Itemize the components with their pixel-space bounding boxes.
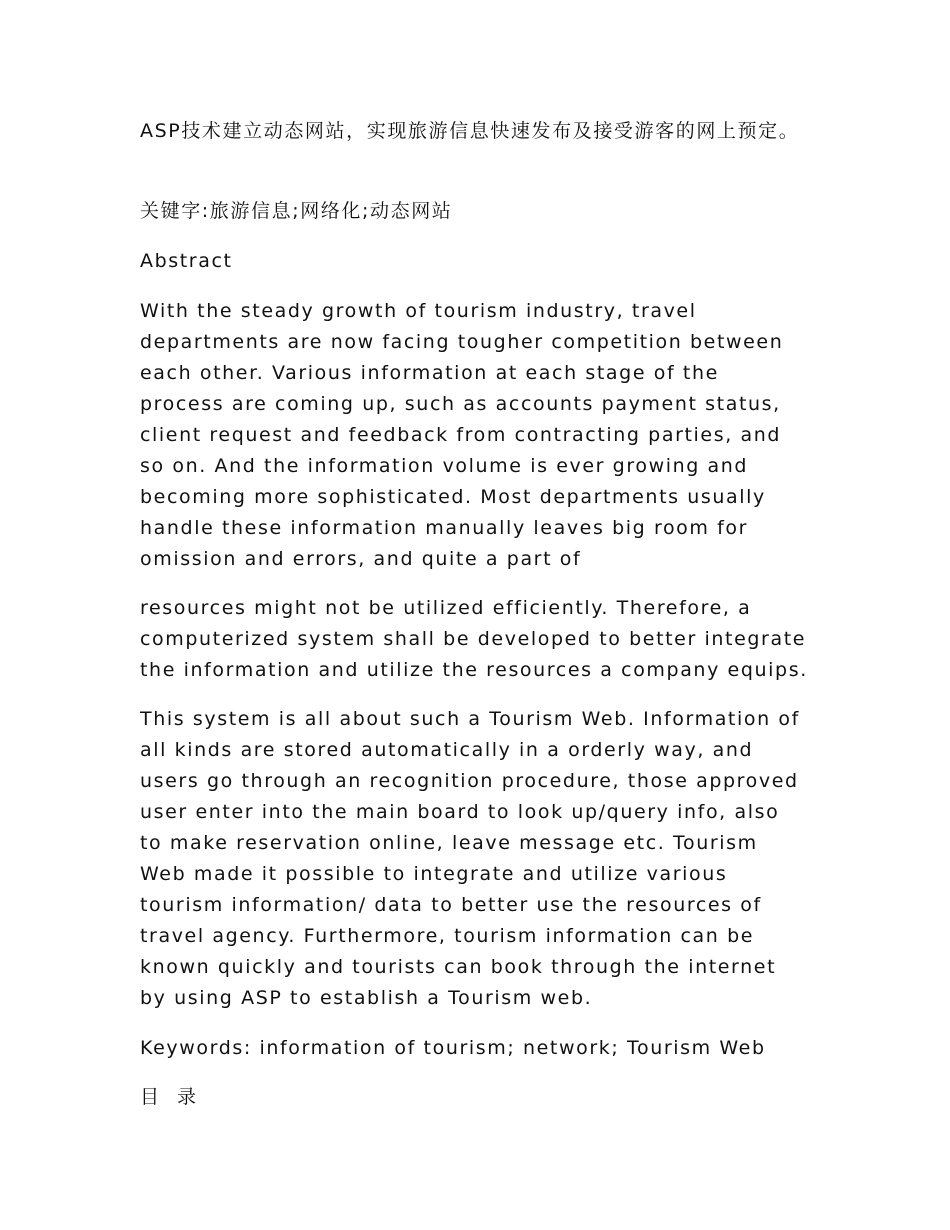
text-line: With the steady growth of tourism industry, travel	[140, 300, 697, 322]
text-line: becoming more sophisticated. Most departments usually	[140, 486, 766, 508]
text-line: computerized system shall be developed to better integrate	[140, 628, 807, 650]
keywords-english	[140, 1033, 830, 1064]
text-line: known quickly and tourists can book through the internet	[140, 956, 777, 978]
table-of-contents-heading	[140, 1082, 830, 1113]
text-line: by using ASP to establish a Tourism web.	[140, 987, 593, 1009]
abstract-paragraph	[140, 704, 830, 1014]
text-line: so on. And the information volume is ever growing and	[140, 455, 749, 477]
text-line: process are coming up, such as accounts payment status,	[140, 393, 781, 415]
abstract-heading	[140, 246, 830, 277]
text-line: handle these information manually leaves big room for	[140, 517, 749, 539]
text-line: client request and feedback from contracting parties, and	[140, 424, 782, 446]
text-line: ASP技术建立动态网站，实现旅游信息快速发布及接受游客的网上预定。	[140, 120, 800, 142]
text-line: This system is all about such a Tourism Web. Information of	[140, 708, 800, 730]
text-line: Web made it possible to integrate and utilize various	[140, 863, 728, 885]
text-line: Keywords: information of tourism; network; Tourism Web	[140, 1037, 766, 1059]
text-line: users go through an recognition procedure, those approved	[140, 770, 799, 792]
text-line: all kinds are stored automatically in a orderly way, and	[140, 739, 754, 761]
text-line: the information and utilize the resources a company equips.	[140, 659, 808, 681]
text-line: resources might not be utilized efficiently. Therefore, a	[140, 597, 752, 619]
heading-text: Abstract	[140, 250, 233, 272]
text-line: to make reservation online, leave message etc. Tourism	[140, 832, 758, 854]
text-line: user enter into the main board to look up/query info, also	[140, 801, 780, 823]
text-line: 关键字:旅游信息;网络化;动态网站	[140, 200, 453, 222]
keywords-chinese	[140, 196, 830, 227]
abstract-paragraph	[140, 593, 830, 686]
heading-text: 目 录	[140, 1086, 203, 1108]
text-line: travel agency. Furthermore, tourism information can be	[140, 925, 755, 947]
text-line: omission and errors, and quite a part of	[140, 548, 582, 570]
text-line: each other. Various information at each stage of the	[140, 362, 719, 384]
text-line: tourism information/ data to better use the resources of	[140, 894, 762, 916]
text-line: departments are now facing tougher competition between	[140, 331, 784, 353]
abstract-paragraph	[140, 296, 830, 575]
intro-line	[140, 116, 830, 147]
